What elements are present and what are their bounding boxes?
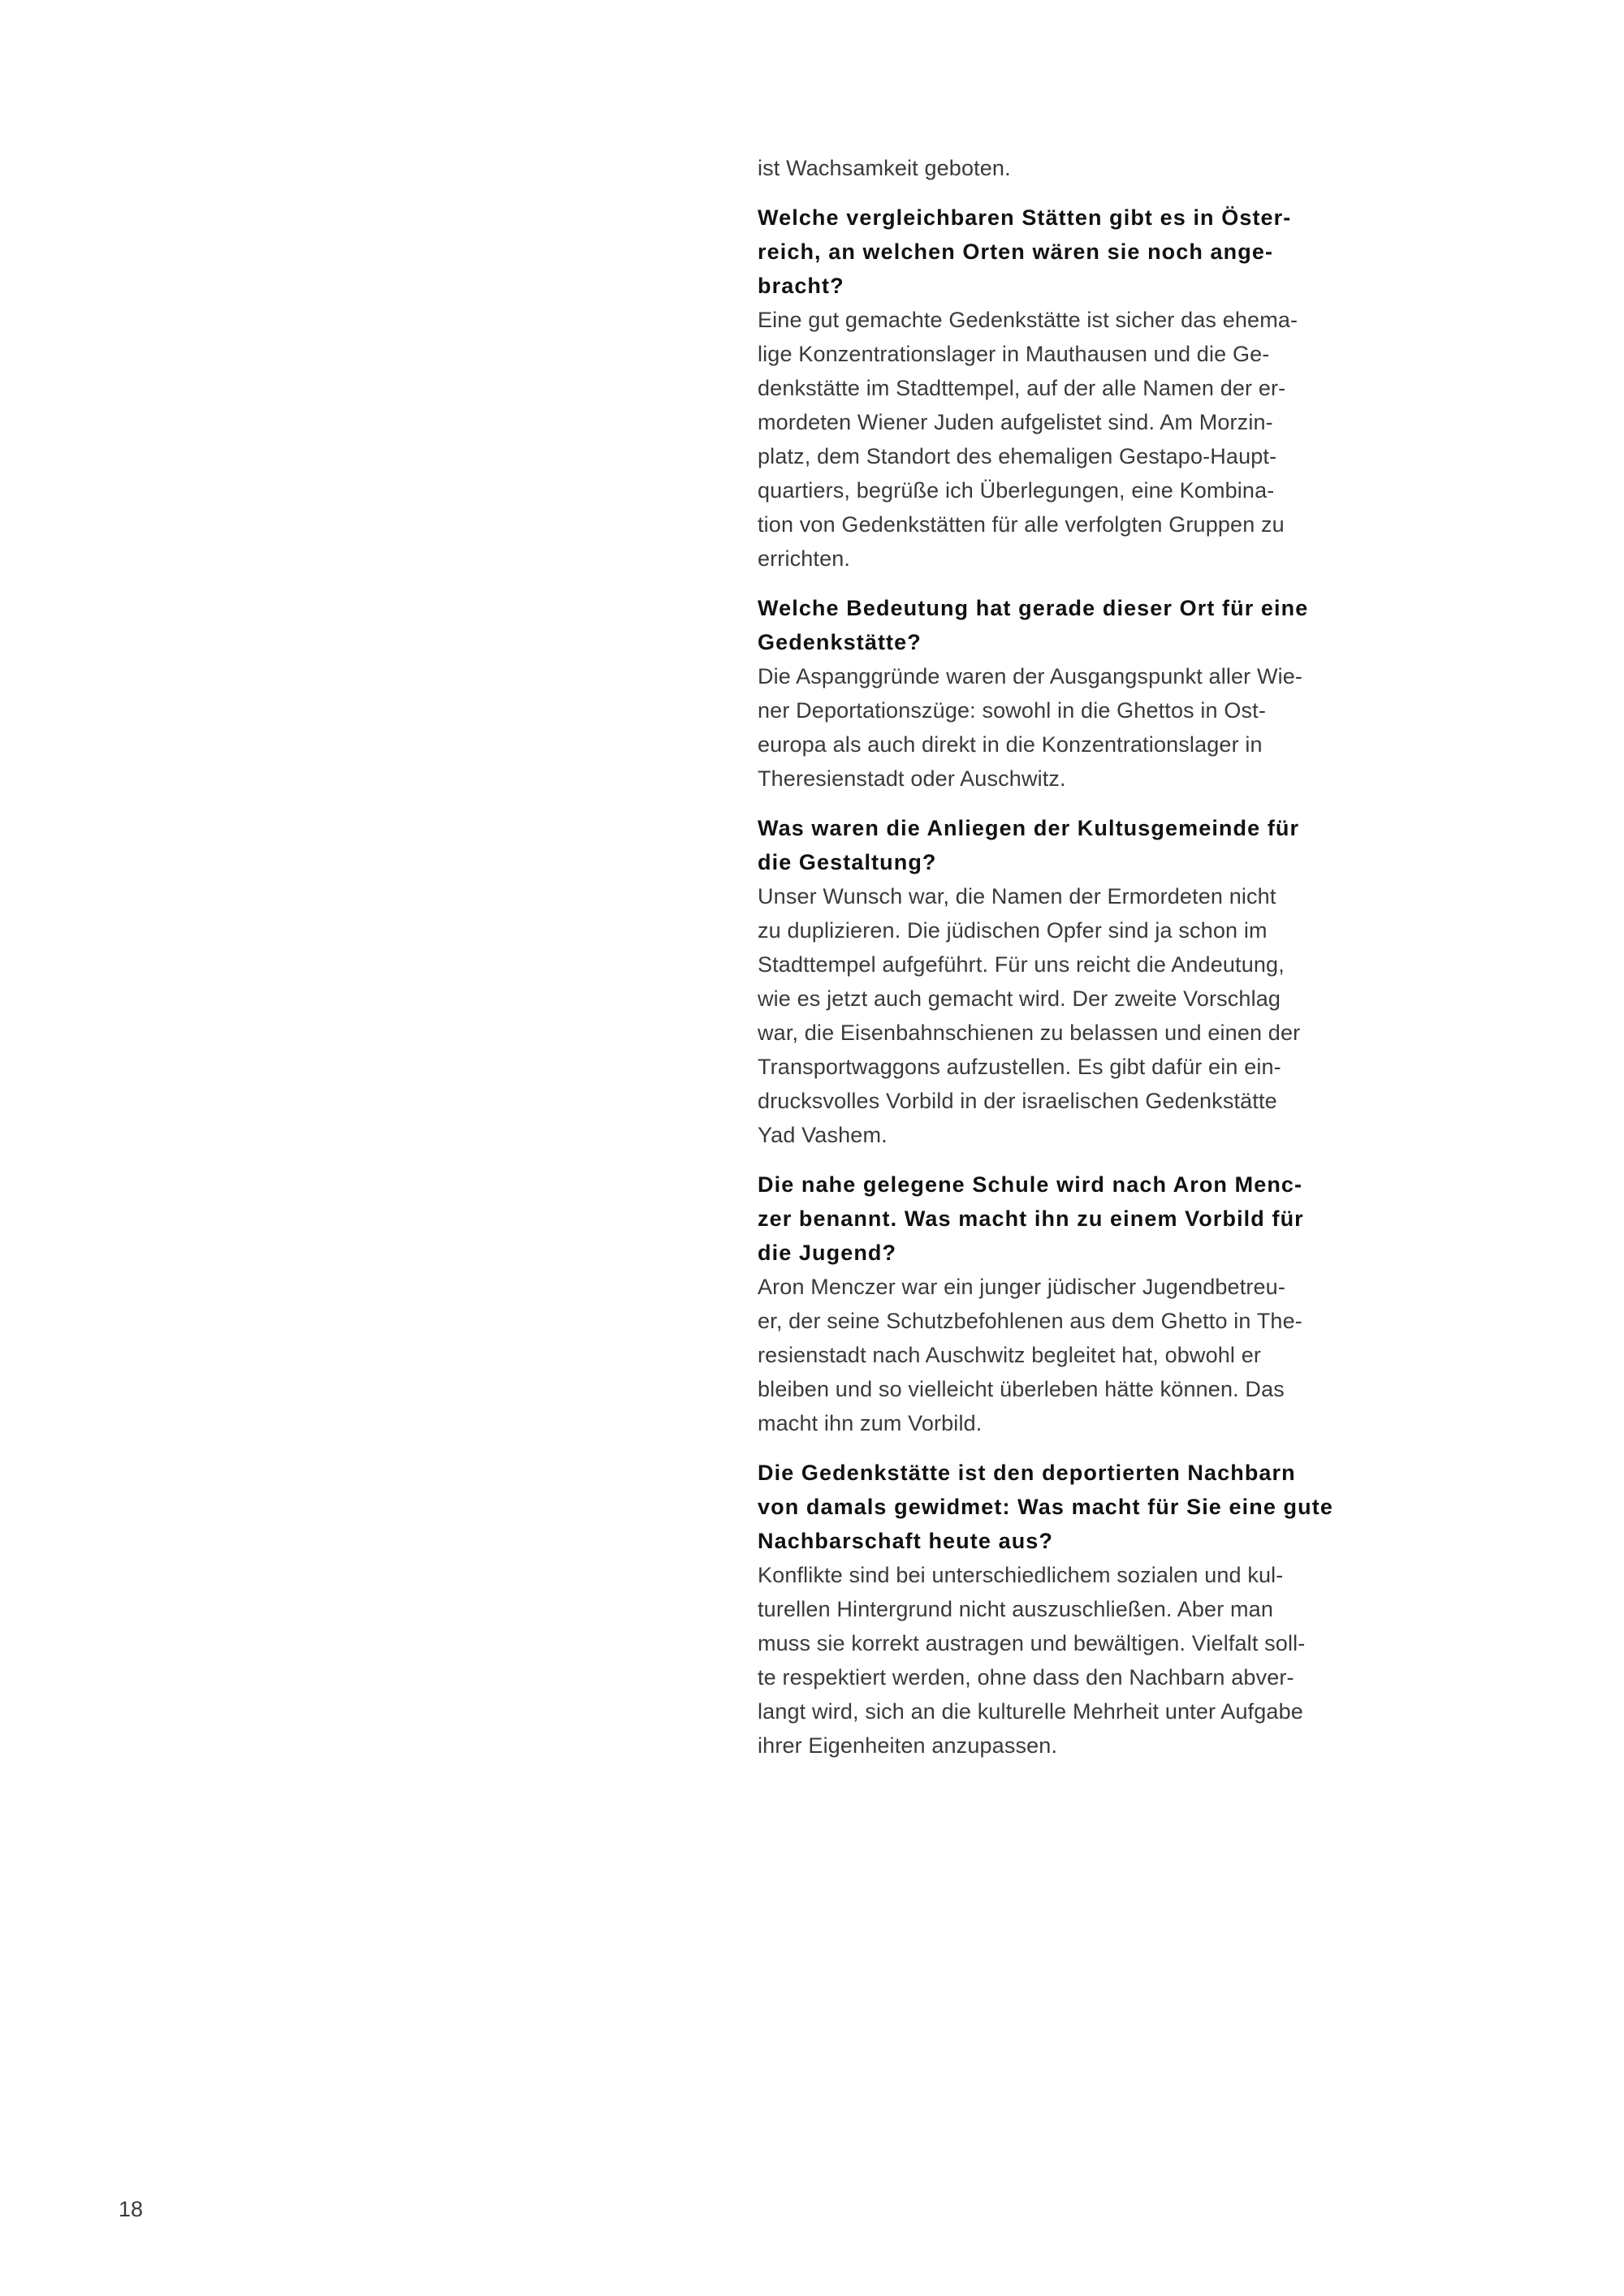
answer-line: resienstadt nach Auschwitz begleitet hat, obwohl er bbox=[758, 1343, 1262, 1367]
qa-section-1 bbox=[758, 201, 1326, 576]
answer-line: ner Deportationszüge: sowohl in die Ghettos in Ost- bbox=[758, 698, 1266, 723]
question-line: von damals gewidmet: Was macht für Sie eine gute bbox=[758, 1495, 1333, 1519]
answer-line: lige Konzentrationslager in Mauthausen und die Ge- bbox=[758, 342, 1270, 366]
answer-line: er, der seine Schutzbefohlenen aus dem Ghetto in The- bbox=[758, 1309, 1302, 1333]
answer-line: platz, dem Standort des ehemaligen Gestapo-Haupt- bbox=[758, 444, 1277, 468]
answer-line: macht ihn zum Vorbild. bbox=[758, 1411, 983, 1435]
answer-line: langt wird, sich an die kulturelle Mehrheit unter Aufgabe bbox=[758, 1699, 1303, 1724]
question-line: Gedenkstätte? bbox=[758, 630, 922, 654]
question-line: zer benannt. Was macht ihn zu einem Vorbild für bbox=[758, 1206, 1304, 1231]
question-line: Die Gedenkstätte ist den deportierten Nachbarn bbox=[758, 1461, 1296, 1485]
answer-line: wie es jetzt auch gemacht wird. Der zweite Vorschlag bbox=[758, 986, 1281, 1011]
answer-line: ihrer Eigenheiten anzupassen. bbox=[758, 1733, 1058, 1758]
answer-line: drucksvolles Vorbild in der israelischen Gedenkstätte bbox=[758, 1089, 1277, 1113]
answer-line: te respektiert werden, ohne dass den Nachbarn abver- bbox=[758, 1665, 1294, 1690]
answer-line: zu duplizieren. Die jüdischen Opfer sind ja schon im bbox=[758, 918, 1268, 943]
question-line: die Gestaltung? bbox=[758, 850, 937, 874]
qa-section-5 bbox=[758, 1456, 1333, 1763]
answer-line: Aron Menczer war ein junger jüdischer Jugendbetreu- bbox=[758, 1275, 1285, 1299]
answer-line: Konflikte sind bei unterschiedlichem sozialen und kul- bbox=[758, 1563, 1284, 1587]
answer-line: Transportwaggons aufzustellen. Es gibt dafür ein ein- bbox=[758, 1055, 1281, 1079]
answer-line: turellen Hintergrund nicht auszuschließen. Aber man bbox=[758, 1597, 1273, 1621]
answer-line: errichten. bbox=[758, 546, 851, 571]
question-line: die Jugend? bbox=[758, 1241, 897, 1265]
question-line: reich, an welchen Orten wären sie noch ange- bbox=[758, 240, 1274, 264]
page-number: 18 bbox=[119, 2197, 144, 2221]
question-line: Welche vergleichbaren Stätten gibt es in Öster- bbox=[758, 205, 1292, 230]
answer-line: europa als auch direkt in die Konzentrationslager in bbox=[758, 732, 1263, 757]
answer bbox=[758, 303, 1326, 576]
answer-line: Unser Wunsch war, die Namen der Ermordeten nicht bbox=[758, 884, 1276, 908]
answer bbox=[758, 659, 1326, 796]
answer-line: quartiers, begrüße ich Überlegungen, eine Kombina- bbox=[758, 478, 1275, 503]
question bbox=[758, 201, 1326, 303]
question bbox=[758, 1167, 1326, 1270]
answer bbox=[758, 1270, 1326, 1440]
answer-line: Stadttempel aufgeführt. Für uns reicht die Andeutung, bbox=[758, 952, 1285, 977]
question-line: Nachbarschaft heute aus? bbox=[758, 1529, 1053, 1553]
answer-line: Yad Vashem. bbox=[758, 1123, 888, 1147]
answer-line: bleiben und so vielleicht überleben hätte können. Das bbox=[758, 1377, 1285, 1401]
answer-line: tion von Gedenkstätten für alle verfolgten Gruppen zu bbox=[758, 512, 1285, 537]
intro-paragraph bbox=[758, 151, 1326, 185]
qa-section-2 bbox=[758, 591, 1326, 796]
answer-line: war, die Eisenbahnschienen zu belassen und einen der bbox=[758, 1021, 1301, 1045]
answer-line: denkstätte im Stadttempel, auf der alle Namen der er- bbox=[758, 376, 1286, 400]
qa-section-3 bbox=[758, 811, 1326, 1152]
answer-line: Die Aspanggründe waren der Ausgangspunkt aller Wie- bbox=[758, 664, 1303, 688]
question-line: bracht? bbox=[758, 274, 844, 298]
interview-text-column bbox=[758, 151, 1333, 1763]
answer bbox=[758, 1558, 1326, 1763]
question-line: Die nahe gelegene Schule wird nach Aron Menc- bbox=[758, 1172, 1303, 1197]
question-line: Welche Bedeutung hat gerade dieser Ort für eine bbox=[758, 596, 1309, 620]
text-line: ist Wachsamkeit geboten. bbox=[758, 156, 1011, 180]
answer-line: Theresienstadt oder Auschwitz. bbox=[758, 766, 1066, 791]
question bbox=[758, 811, 1326, 879]
answer-line: mordeten Wiener Juden aufgelistet sind. Am Morzin- bbox=[758, 410, 1273, 434]
question bbox=[758, 1456, 1333, 1558]
answer bbox=[758, 879, 1326, 1152]
question bbox=[758, 591, 1326, 659]
answer-line: Eine gut gemachte Gedenkstätte ist sicher das ehema- bbox=[758, 308, 1298, 332]
answer-line: muss sie korrekt austragen und bewältigen. Vielfalt soll- bbox=[758, 1631, 1306, 1655]
qa-section-4 bbox=[758, 1167, 1326, 1440]
question-line: Was waren die Anliegen der Kultusgemeinde für bbox=[758, 816, 1300, 840]
